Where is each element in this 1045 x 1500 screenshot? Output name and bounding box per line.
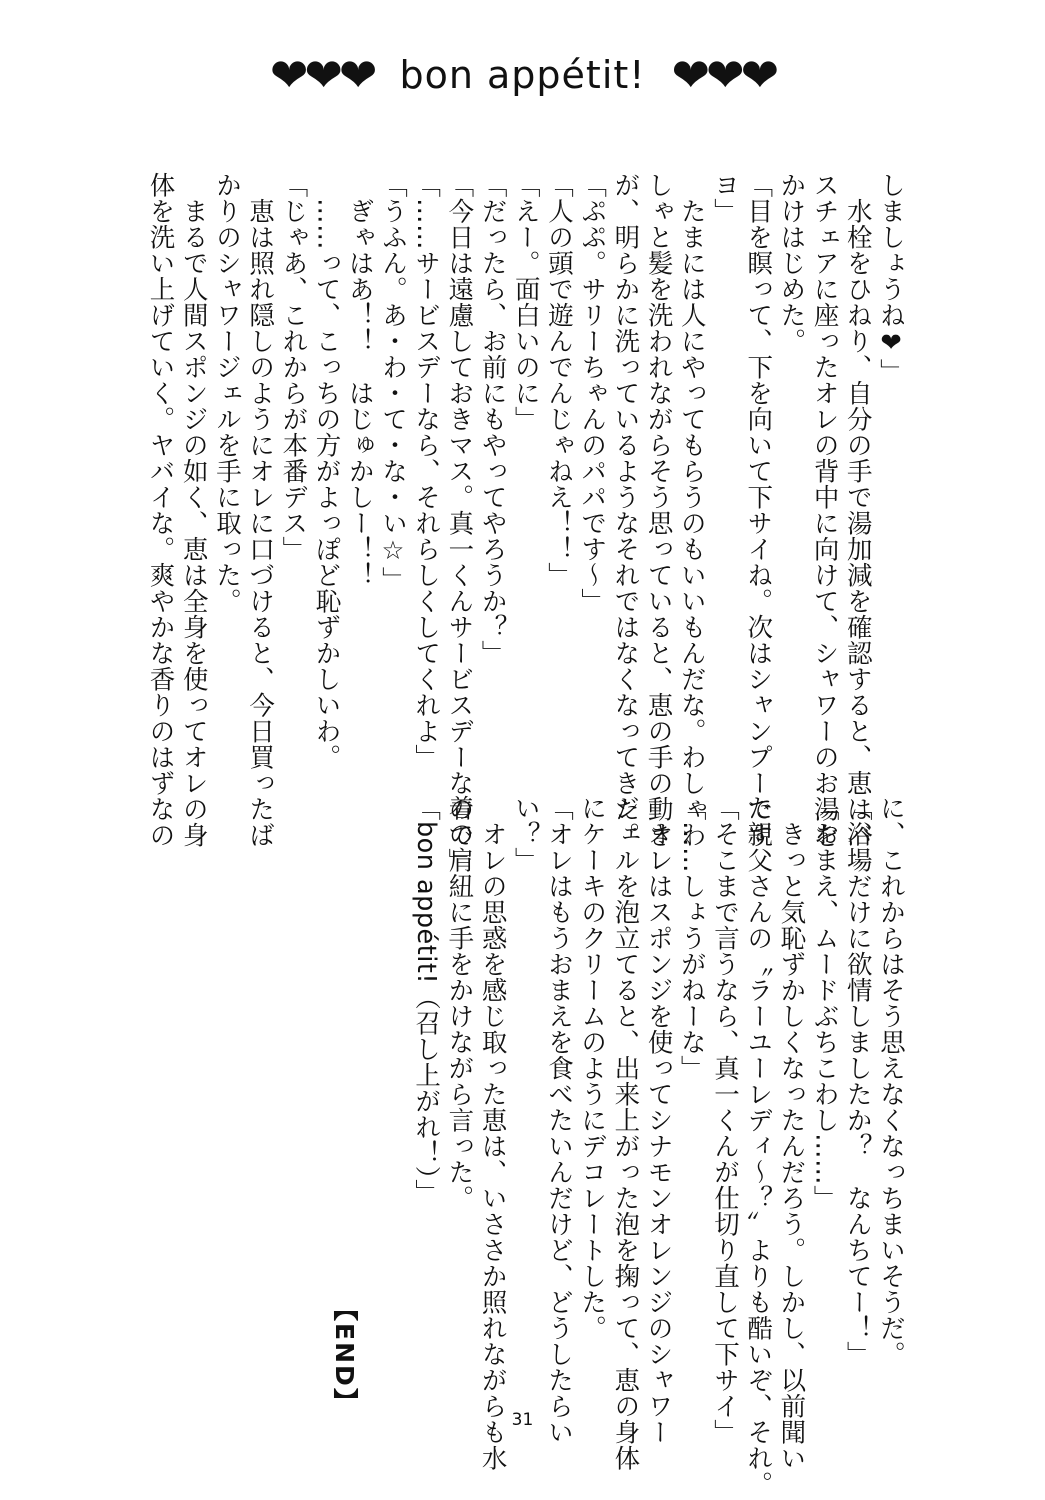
hearts-right-icon: ❤❤❤ bbox=[671, 48, 776, 102]
text-line: 「今日は遠慮しておきマス。真一くんサービスデーなので」 bbox=[444, 172, 475, 874]
text-line: スチェアに座ったオレの背中に向けて、シャワーのお湯を bbox=[809, 172, 840, 848]
text-line: まるで人間スポンジの如く、恵は全身を使ってオレの身 bbox=[178, 172, 209, 848]
text-line: 「浴場だけに欲情しましたか？ なんちてー！」 bbox=[842, 795, 873, 1367]
text-line: 「じゃあ、これからが本番デス」 bbox=[278, 172, 309, 562]
text-line: 「だったら、お前にもやってやろうか？」 bbox=[477, 172, 508, 666]
text-line: 恵は照れ隠しのようにオレに口づけると、今日買ったば bbox=[245, 172, 276, 848]
text-line: 「おまえ、ムードぶちこわし……」 bbox=[809, 795, 840, 1211]
text-line: 「人の頭で遊んでんじゃねえ！！」 bbox=[543, 172, 574, 588]
text-line: 体を洗い上げていく。ヤバイな。爽やかな香りのはずなの bbox=[145, 172, 176, 848]
text-line: が、明らかに洗っているようなそれではなくなってきた。 bbox=[610, 172, 641, 848]
text-line: オレの思惑を感じ取った恵は、いささか照れながらも水 bbox=[477, 795, 508, 1471]
text-line: きっと気恥ずかしくなったんだろう。しかし、以前聞い bbox=[776, 795, 807, 1471]
text-line: 「目を瞑って、下を向いて下サイね。次はシャンプーです bbox=[743, 172, 774, 848]
text-line: 「うふん。あ・わ・て・な・い☆」 bbox=[377, 172, 408, 593]
text-line: 着の肩紐に手をかけながら言った。 bbox=[444, 795, 475, 1211]
text-line: ぎゃはあ！！ はじゅかしー！！ bbox=[344, 172, 375, 588]
text-line: オレはスポンジを使ってシナモンオレンジのシャワー bbox=[643, 795, 674, 1445]
text-line: 水栓をひねり、自分の手で湯加減を確認すると、恵はバ bbox=[842, 172, 873, 848]
text-line: 「……しょうがねーな」 bbox=[676, 795, 707, 1081]
upper-text-block bbox=[143, 172, 907, 874]
title-text: bon appétit! bbox=[399, 53, 646, 97]
text-line: かりのシャワージェルを手に取った。 bbox=[211, 172, 242, 614]
text-line: 「そこまで言うなら、真一くんが仕切り直して下サイ」 bbox=[709, 795, 740, 1445]
text-line: ヨ」 bbox=[709, 172, 740, 224]
text-line: 「bon appétit!（召し上がれ！）」 bbox=[411, 795, 442, 1206]
text-line: 「ぷぷ。サリーちゃんのパパです～」 bbox=[577, 172, 608, 614]
text-line: たまには人にやってもらうのもいいもんだな。わしゃわ bbox=[676, 172, 707, 848]
page-number: 31 bbox=[511, 1410, 534, 1430]
text-line: ジェルを泡立てると、出来上がった泡を掬って、恵の身体 bbox=[610, 795, 641, 1471]
text-line: 「えー。面白いのに」 bbox=[510, 172, 541, 432]
text-line: 「オレはもうおまえを食べたいんだけど、どうしたらい bbox=[543, 795, 574, 1445]
hearts-left-icon: ❤❤❤ bbox=[269, 48, 374, 102]
text-line: 「……サービスデーなら、それらしくしてくれよ」 bbox=[411, 172, 442, 770]
text-line: しましょうね❤」 bbox=[876, 172, 906, 385]
text-line: しゃと髪を洗われながらそう思っていると、恵の手の動き bbox=[643, 172, 674, 848]
end-mark: 【END】 bbox=[330, 1296, 359, 1415]
text-line: た親父さんの〝ラーユーレディ～？〟よりも酷いぞ、それ。 bbox=[743, 795, 774, 1497]
page-title bbox=[0, 48, 1045, 102]
text-line: ……って、こっちの方がよっぽど恥ずかしいわ。 bbox=[311, 172, 342, 770]
text-line: い？」 bbox=[510, 795, 541, 873]
text-line: に、これからはそう思えなくなっちまいそうだ。 bbox=[876, 795, 906, 1367]
text-line: かけはじめた。 bbox=[776, 172, 807, 354]
text-line: にケーキのクリームのようにデコレートした。 bbox=[577, 795, 608, 1341]
